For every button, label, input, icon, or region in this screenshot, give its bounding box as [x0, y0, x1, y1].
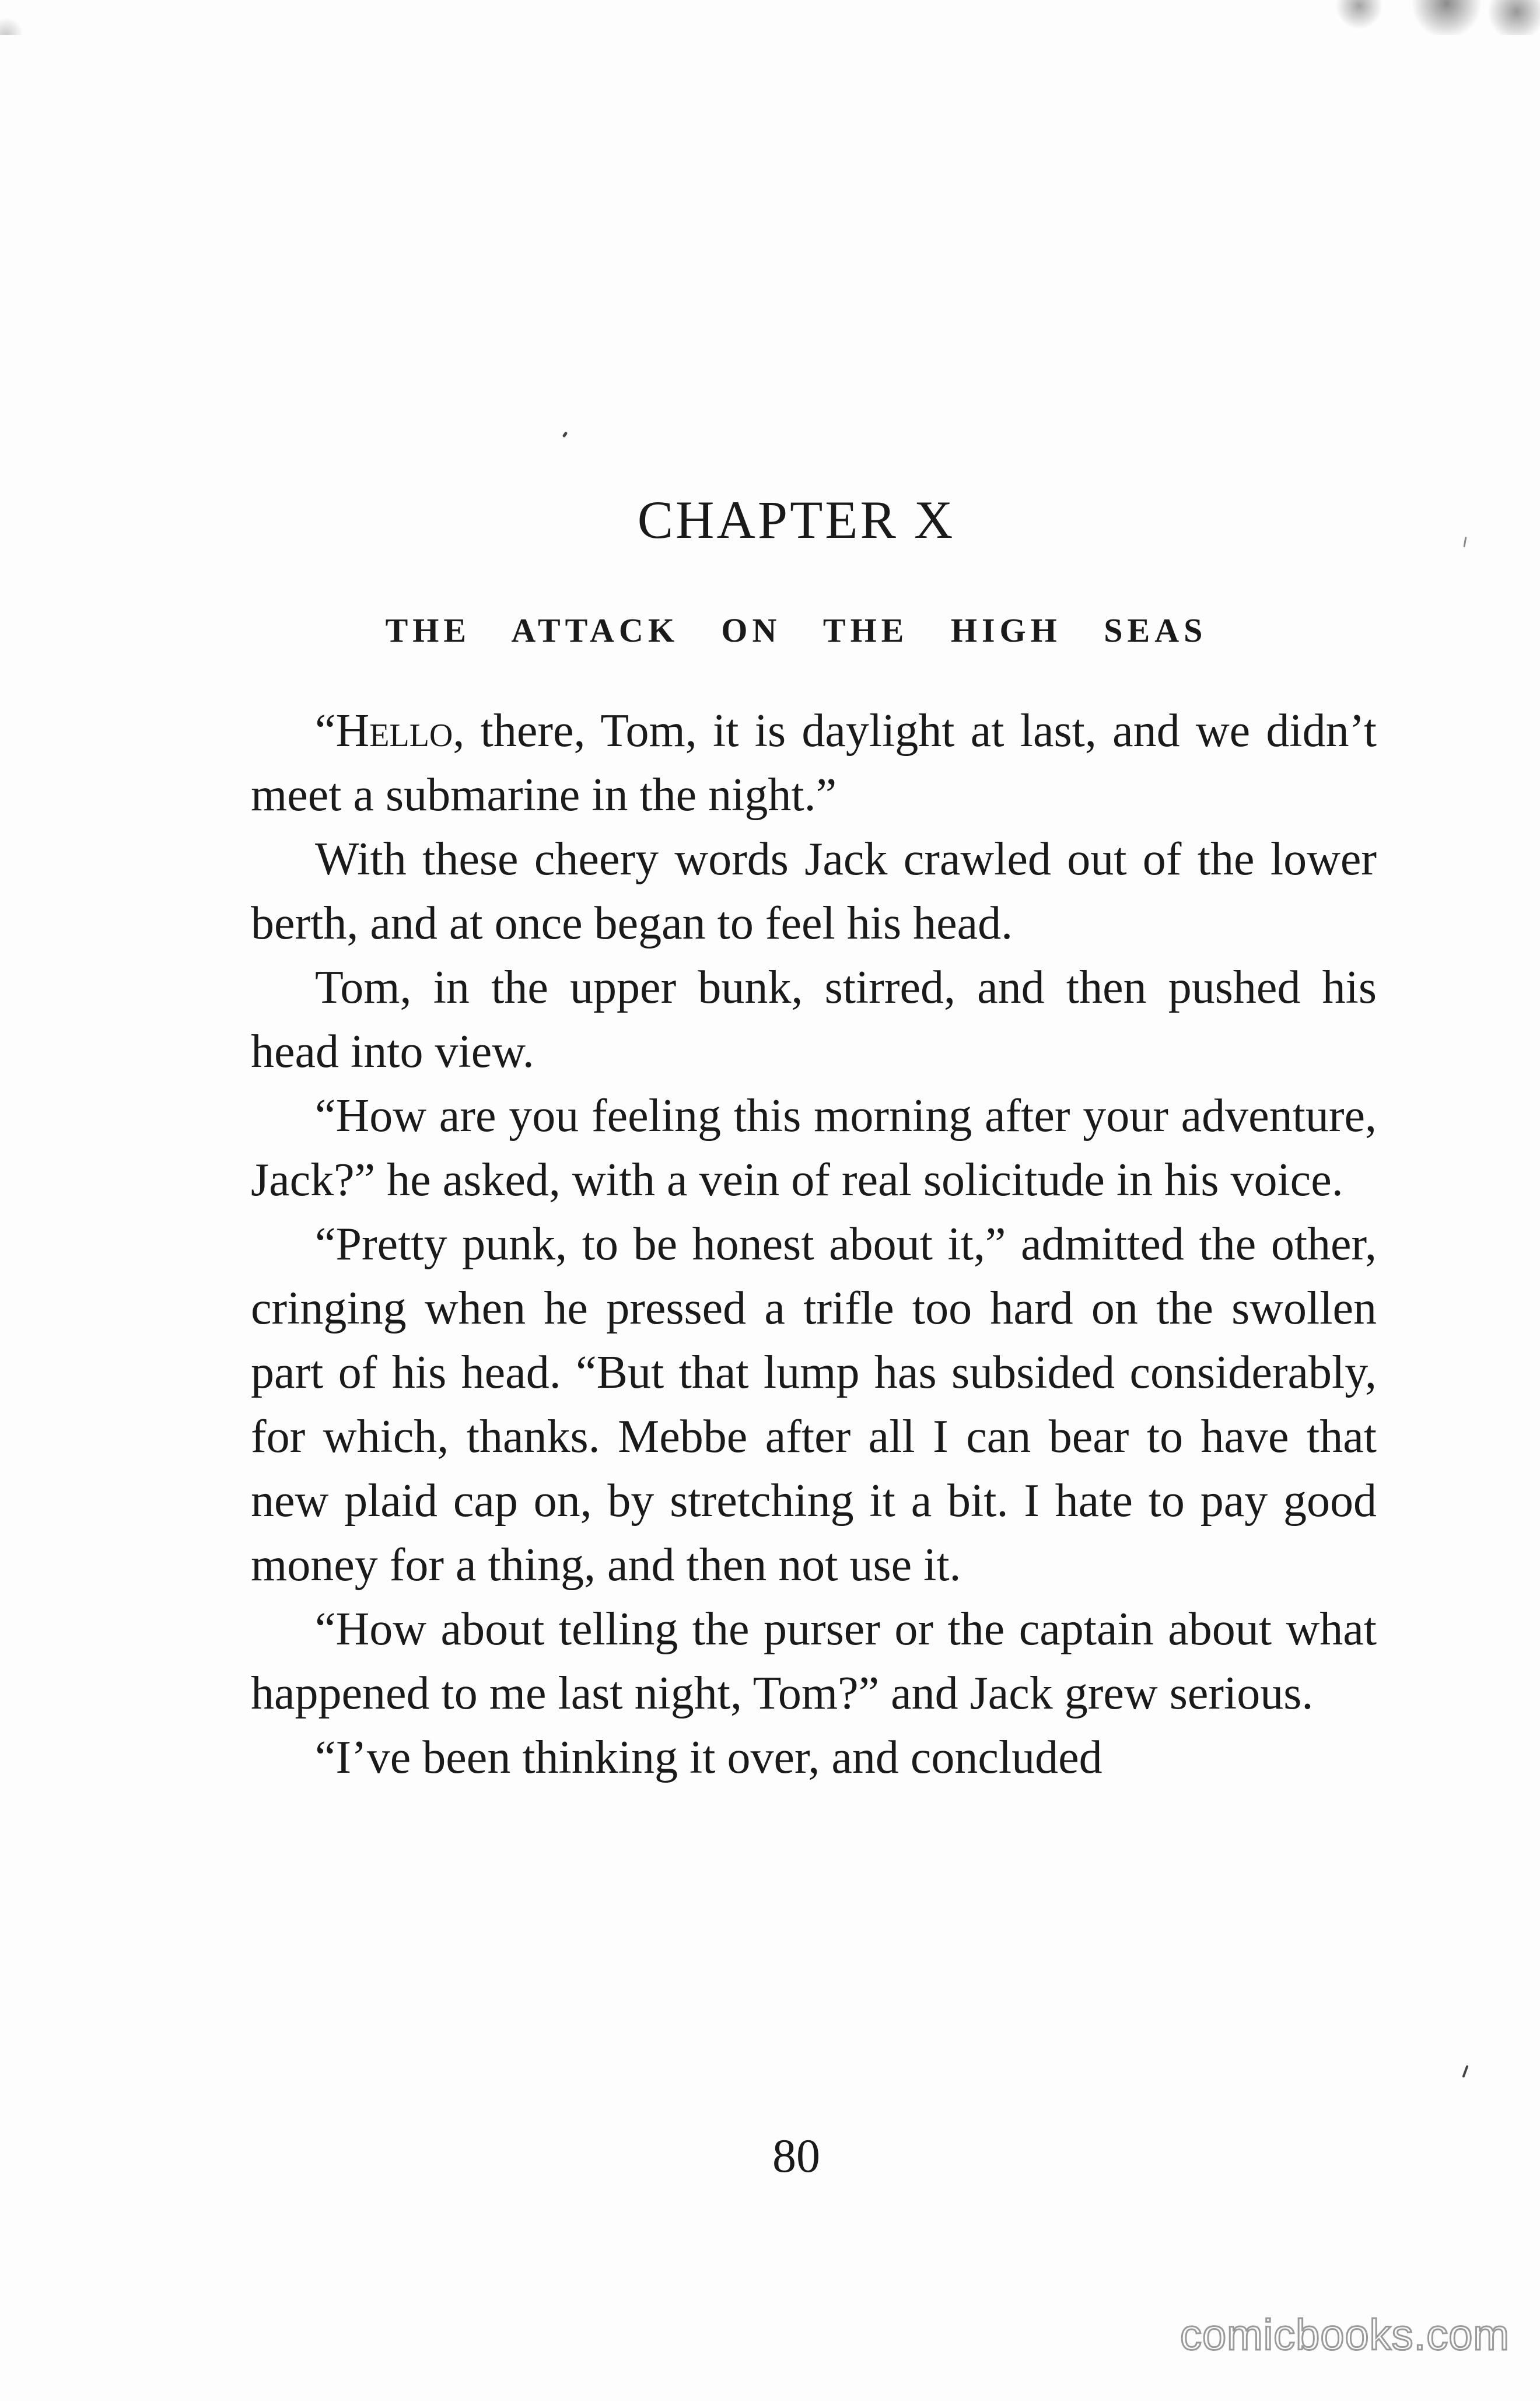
chapter-title: CHAPTER X [637, 490, 956, 550]
paragraph [251, 1726, 1377, 1790]
paragraph-text: Tom, in the upper bunk, stirred, and then pushed his head into view. [251, 962, 1377, 1077]
paragraph-text: With these cheery words Jack crawled out of the lower berth, and at once began to feel his head. [251, 834, 1377, 949]
stray-mark [1462, 2065, 1468, 2078]
page-number: 80 [772, 2129, 820, 2182]
paragraph [251, 699, 1377, 827]
watermark-logo: comicbooks.com [1180, 2311, 1510, 2359]
body-text [251, 699, 1377, 1790]
chapter-subtitle: THE ATTACK ON THE HIGH SEAS [385, 611, 1208, 649]
paragraph [251, 1212, 1377, 1597]
paragraph [251, 827, 1377, 956]
paragraph [251, 1597, 1377, 1726]
paragraph-text: “Pretty punk, to be honest about it,” admitted the other, cringing when he pressed a trifle too hard on the swollen part of his head. “But that lump has subsided considerably, for which, thanks. Mebbe after all I can bear to have that new plaid cap on, by stretching it a bit. I hate to pay good money for a thing, and then not use it. [251, 1219, 1377, 1591]
paragraph-text: there, Tom, it is daylight at last, and we didn’t meet a submarine in the night.” [251, 705, 1377, 821]
paragraph [251, 1084, 1377, 1212]
paragraph-lead: “Hello, [315, 705, 465, 757]
paragraph [251, 956, 1377, 1084]
paragraph-text: “I’ve been thinking it over, and concluded [315, 1732, 1102, 1783]
scan-noise [0, 0, 1540, 35]
paragraph-text: “How about telling the purser or the captain about what happened to me last night, Tom?” and Jack grew serious. [251, 1604, 1377, 1719]
paragraph-text: “How are you feeling this morning after your adventure, Jack?” he asked, with a vein of real solicitude in his voice. [251, 1090, 1377, 1206]
stray-mark [562, 431, 568, 438]
